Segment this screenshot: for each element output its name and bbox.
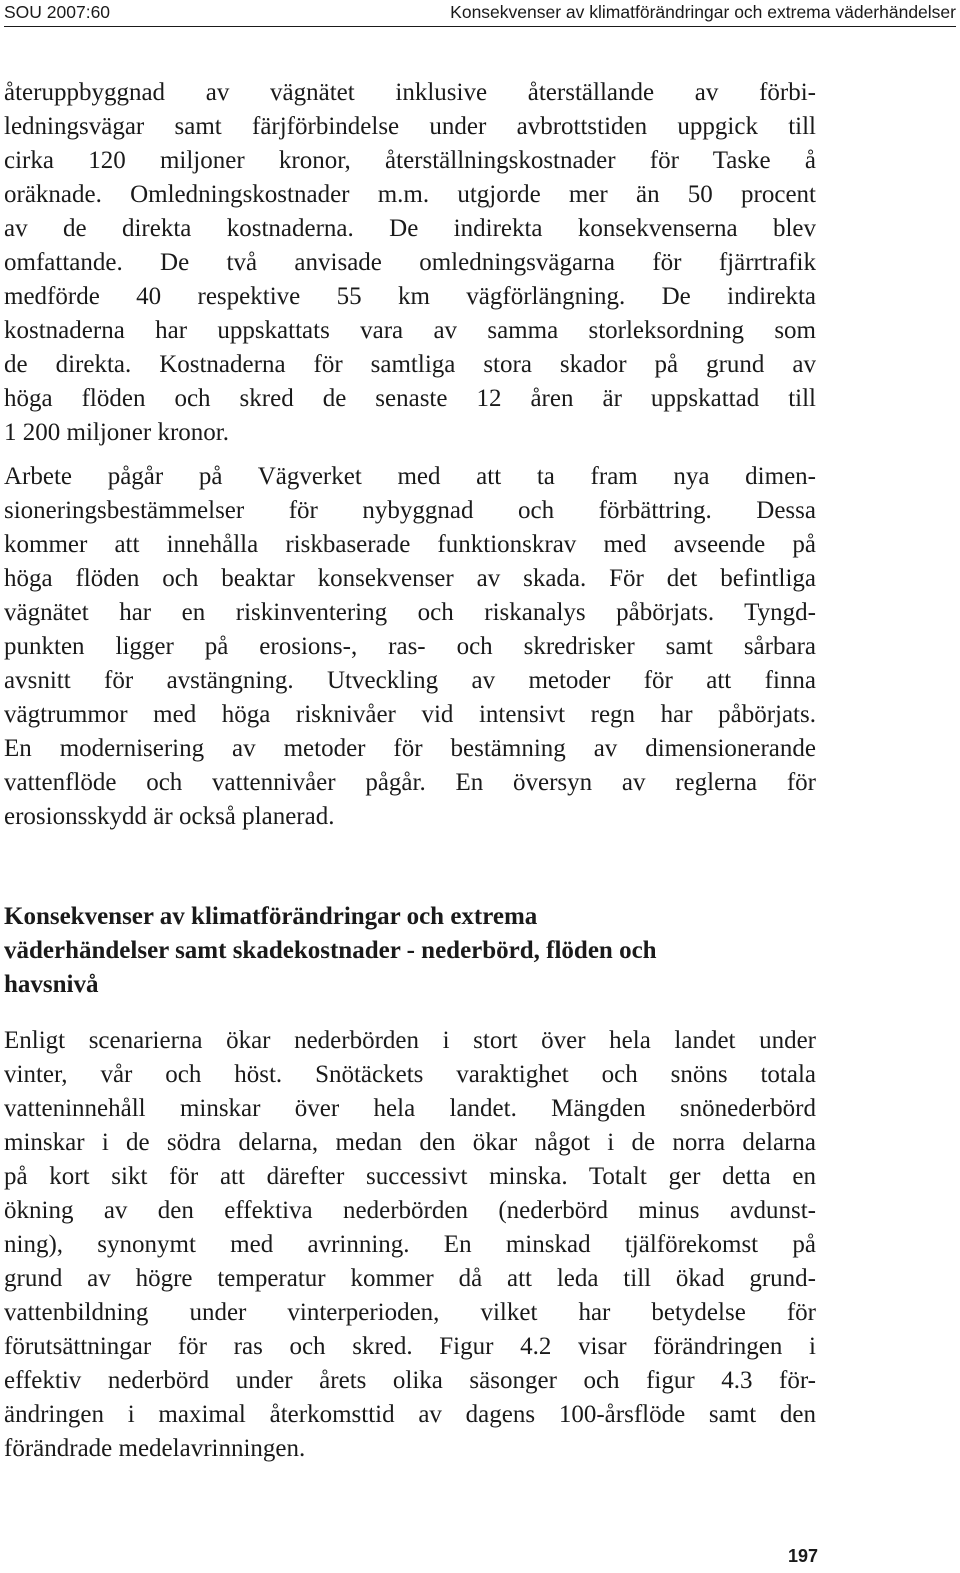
text-line: ning), synonymt med avrinning. En minskad tjälförekomst på xyxy=(4,1231,816,1258)
text-line: sioneringsbestämmelser för nybyggnad och förbättring. Dessa xyxy=(4,497,816,524)
text-line: cirka 120 miljoner kronor, återställningskostnader för Taske å xyxy=(4,147,816,174)
text-line: grund av högre temperatur kommer då att leda till ökad grund- xyxy=(4,1265,816,1292)
text-line: erosionsskydd är också planerad. xyxy=(4,803,335,830)
text-line: förutsättningar för ras och skred. Figur 4.2 visar förändringen i xyxy=(4,1333,816,1360)
text-line: höga flöden och skred de senaste 12 åren är uppskattad till xyxy=(4,385,816,412)
section-heading xyxy=(4,900,824,1002)
text-line: vägtrummor med höga risknivåer vid intensivt regn har påbörjats. xyxy=(4,701,816,728)
text-line: vattenbildning under vinterperioden, vilket har betydelse för xyxy=(4,1299,816,1326)
text-line: Arbete pågår på Vägverket med att ta fram nya dimen- xyxy=(4,463,816,490)
text-line: återuppbyggnad av vägnätet inklusive återställande av förbi- xyxy=(4,79,816,106)
running-header xyxy=(4,0,956,27)
text-line: punkten ligger på erosions-, ras- och skredrisker samt sårbara xyxy=(4,633,816,660)
text-line: havsnivå xyxy=(4,971,99,998)
text-line: effektiv nederbörd under årets olika säsonger och figur 4.3 för- xyxy=(4,1367,816,1394)
text-line: ökning av den effektiva nederbörden (nederbörd minus avdunst- xyxy=(4,1197,816,1224)
text-line: vatteninnehåll minskar över hela landet. Mängden snönederbörd xyxy=(4,1095,816,1122)
text-line: på kort sikt för att därefter successivt minska. Totalt ger detta en xyxy=(4,1163,816,1190)
text-line: oräknade. Omledningskostnader m.m. utgjorde mer än 50 procent xyxy=(4,181,816,208)
text-line: vägnätet har en riskinventering och riskanalys påbörjats. Tyngd- xyxy=(4,599,816,626)
text-line: väderhändelser samt skadekostnader - nederbörd, flöden och xyxy=(4,937,657,964)
text-line: ändringen i maximal återkomsttid av dagens 100-årsflöde samt den xyxy=(4,1401,816,1428)
text-line: ledningsvägar samt färjförbindelse under avbrottstiden uppgick till xyxy=(4,113,816,140)
body-paragraph-2 xyxy=(4,460,816,834)
text-line: Enligt scenarierna ökar nederbörden i stort över hela landet under xyxy=(4,1027,816,1054)
text-line: av de direkta kostnaderna. De indirekta konsekvenserna blev xyxy=(4,215,816,242)
text-line: minskar i de södra delarna, medan den ökar något i de norra delarna xyxy=(4,1129,816,1156)
text-line: En modernisering av metoder för bestämning av dimensionerande xyxy=(4,735,816,762)
text-line: avsnitt för avstängning. Utveckling av metoder för att finna xyxy=(4,667,816,694)
text-line: vattenflöde och vattennivåer pågår. En översyn av reglerna för xyxy=(4,769,816,796)
text-line: höga flöden och beaktar konsekvenser av skada. För det befintliga xyxy=(4,565,816,592)
text-line: omfattande. De två anvisade omledningsvägarna för fjärrtrafik xyxy=(4,249,816,276)
page-number: 197 xyxy=(787,1546,818,1566)
report-number: SOU 2007:60 xyxy=(4,2,111,22)
text-line: kommer att innehålla riskbaserade funktionskrav med avseende på xyxy=(4,531,816,558)
text-line: förändrade medelavrinningen. xyxy=(4,1435,306,1462)
body-paragraph-1 xyxy=(4,76,816,450)
text-line: Konsekvenser av klimatförändringar och extrema xyxy=(4,903,538,930)
text-line: kostnaderna har uppskattats vara av samma storleksordning som xyxy=(4,317,816,344)
chapter-title: Konsekvenser av klimatförändringar och extrema väderhändelser xyxy=(450,2,956,22)
body-paragraph-3 xyxy=(4,1024,816,1466)
text-line: de direkta. Kostnaderna för samtliga stora skador på grund av xyxy=(4,351,816,378)
text-line: medförde 40 respektive 55 km vägförlängning. De indirekta xyxy=(4,283,816,310)
text-line: vinter, vår och höst. Snötäckets varaktighet och snöns totala xyxy=(4,1061,816,1088)
text-line: 1 200 miljoner kronor. xyxy=(4,419,229,446)
